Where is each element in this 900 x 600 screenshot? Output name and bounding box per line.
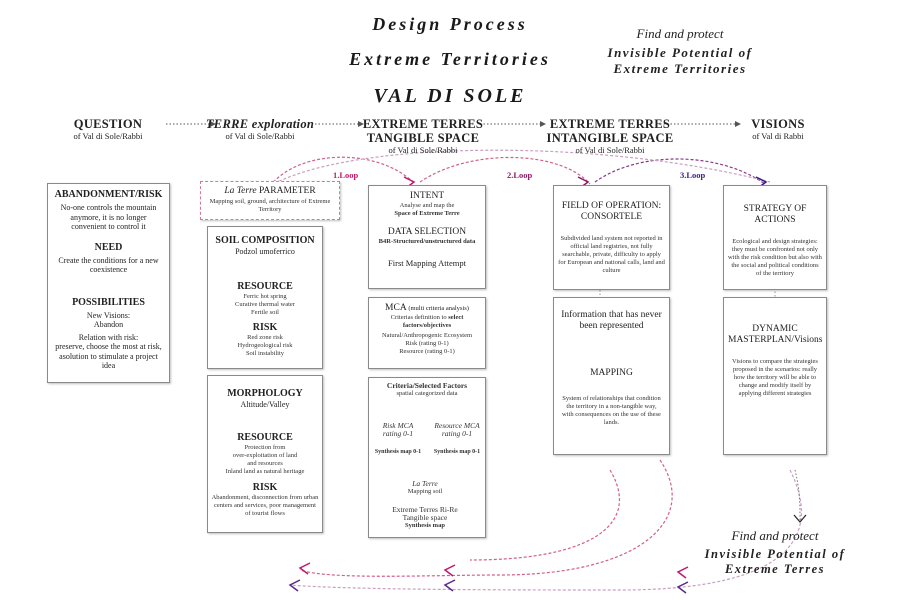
field-text: Subdivided land system not reported in official land registries, not fully searchable, private, difficulty to apply for European and national calls, land and culture xyxy=(558,235,665,274)
find-protect-bottom xyxy=(680,528,870,577)
terre-parameter-box xyxy=(200,181,340,220)
strategy-text: Ecological and design strategies: they must be confronted not only with the risk condition but also with the social and political conditions of the territory xyxy=(728,238,822,277)
find-top-line-3: Extreme Territories xyxy=(613,61,747,76)
possibilities-title: POSSIBILITIES xyxy=(72,296,145,308)
mapping-title: MAPPING xyxy=(590,368,633,378)
ext-line-1: Extreme Terres Ri-Re xyxy=(392,505,458,514)
mca-text-1b: select xyxy=(448,314,464,321)
col-title-2: TANGIBLE SPACE xyxy=(366,131,480,145)
resource-text-2: Curative thermal water xyxy=(235,300,295,308)
risk-title: RISK xyxy=(252,481,278,493)
morphology-box xyxy=(207,375,323,533)
resource-text-4: Inland land as natural heritage xyxy=(225,467,305,475)
soil-sub: Podzol umoferrico xyxy=(235,247,295,256)
morph-title: MORPHOLOGY xyxy=(227,388,303,399)
col-sub: of Val di Sole/Rabbi xyxy=(73,131,143,141)
intent-box xyxy=(368,185,486,289)
synthesis-map-1: Synthesis map 0-1 xyxy=(374,449,422,455)
data-selection-text: B4R-Structured/unstructured data xyxy=(378,238,476,245)
risk-rating: rating 0-1 xyxy=(382,429,414,438)
resource-mca: Resource MCA xyxy=(434,421,480,430)
col-sub: of Val di Sole/Rabbi xyxy=(388,145,458,155)
title-line-3: VAL DI SOLE xyxy=(373,85,527,107)
risk-text: Abandonment, disconnection from urban centers and services, poor management of tourist flows xyxy=(211,493,319,517)
mca-title-line xyxy=(372,303,482,314)
abandon-title: ABANDONMENT/RISK xyxy=(54,189,163,200)
ext-line-2: Tangible space xyxy=(402,513,448,522)
resource-mca-col xyxy=(429,422,485,456)
mca-text-1 xyxy=(372,314,482,322)
dyn-text: Visions to compare the strategies proposed in the scenarios: really how the territory will be able to change and modify itself by applying different strategies xyxy=(732,358,818,397)
possibilities-text-4: preserve, choose the most at risk, asolution to stimulate a project idea xyxy=(55,342,162,370)
loop-label-1: 1.Loop xyxy=(333,170,359,180)
soil-title: SOIL COMPOSITION xyxy=(215,235,315,246)
abandon-text: No-one controls the mountain anymore, it is no longer convenient to control it xyxy=(60,203,157,231)
col-header-tangible xyxy=(358,117,488,155)
col-header-intangible xyxy=(540,117,680,155)
mca-text-1a: Criterias definition to xyxy=(390,314,449,321)
param-title xyxy=(204,186,336,197)
param-title-rest: PARAMETER xyxy=(256,186,316,196)
possibilities-text-3: Relation with risk: xyxy=(78,332,139,342)
intent-text-2: Space of Extreme Terre xyxy=(394,210,460,217)
find-bottom-line-3: Extreme Terres xyxy=(724,562,826,576)
intent-text-1: Analyse and map the xyxy=(399,202,455,209)
possibilities-text-2: Abandon xyxy=(93,320,124,329)
resource-rating: rating 0-1 xyxy=(441,429,473,438)
mapping-box xyxy=(553,297,670,455)
risk-title: RISK xyxy=(252,321,278,333)
synthesis-map-2: Synthesis map 0-1 xyxy=(433,449,481,455)
info-text: Information that has never been represented xyxy=(561,310,662,331)
risk-text-1: Red zone risk xyxy=(247,333,283,341)
mca-text-3: Natural/Anthropogenic Ecosystem xyxy=(381,332,473,339)
strategy-title-2: ACTIONS xyxy=(754,215,796,225)
strategy-title-1: STRATEGY OF xyxy=(743,204,807,214)
first-mapping: First Mapping Attempt xyxy=(388,258,466,268)
risk-text-3: Soil instability xyxy=(245,349,285,357)
resource-text-3: Fertile soil xyxy=(251,308,279,316)
resource-text-3: and resources xyxy=(247,459,283,467)
strategy-box xyxy=(723,185,827,290)
field-title-1: FIELD OF OPERATION: xyxy=(561,201,662,211)
find-protect-top xyxy=(570,26,790,77)
need-text: Create the conditions for a new coexistence xyxy=(58,255,159,274)
col-title: VISIONS xyxy=(751,117,805,131)
loop-label-3: 3.Loop xyxy=(680,170,706,180)
col-title: EXTREME TERRES xyxy=(362,117,484,131)
risk-mca-col xyxy=(371,422,425,456)
mapping-text: System of relationships that condition the territory in a non-tangible way, with consequences on the use of these lands. xyxy=(562,395,661,426)
question-box xyxy=(47,183,170,383)
mca-box xyxy=(368,297,486,369)
field-title-2: CONSORTELE xyxy=(580,212,643,222)
mca-text-2: factors/objectives xyxy=(402,322,452,329)
find-bottom-line-1: Find and protect xyxy=(731,528,819,543)
col-sub: of Val di Rabbi xyxy=(752,131,804,141)
title-line-2: Extreme Territories xyxy=(349,49,551,69)
col-header-visions xyxy=(728,117,828,141)
possibilities-text-1: New Visions: xyxy=(86,310,131,320)
title-line-1: Design Process xyxy=(372,14,528,34)
intent-title: INTENT xyxy=(409,191,445,201)
mca-paren: (multi criteria analysis) xyxy=(406,305,469,312)
field-operation-box xyxy=(553,185,670,290)
resource-text-1: Ferric hot spring xyxy=(243,292,287,300)
morph-sub: Altitude/Valley xyxy=(240,400,290,409)
criteria-sub: spatial categorized data xyxy=(396,390,458,397)
dyn-title-2: MASTERPLAN/Visions xyxy=(728,335,823,345)
soil-composition-box xyxy=(207,226,323,369)
mapping-soil: Mapping soil xyxy=(407,488,443,495)
col-header-question xyxy=(48,117,168,141)
ext-line-3: Synthesis map xyxy=(405,522,445,529)
col-title: QUESTION xyxy=(73,117,143,131)
risk-mca: Risk MCA xyxy=(382,421,414,430)
need-title: NEED xyxy=(94,241,123,253)
mca-text-5: Resource (rating 0-1) xyxy=(399,348,455,355)
col-sub: of Val di Sole/Rabbi xyxy=(575,145,645,155)
resource-title: RESOURCE xyxy=(237,280,293,292)
find-top-line-1: Find and protect xyxy=(636,26,724,41)
dyn-title-1: DYNAMIC xyxy=(752,324,798,334)
mca-title: MCA xyxy=(385,303,407,313)
find-bottom-line-2: Invisible Potential of xyxy=(704,547,846,561)
col-header-terre xyxy=(200,117,320,141)
laterre-block xyxy=(369,480,481,530)
col-sub: of Val di Sole/Rabbi xyxy=(225,131,295,141)
data-selection-title: DATA SELECTION xyxy=(387,227,467,237)
resource-title: RESOURCE xyxy=(237,431,293,443)
laterre-title: La Terre xyxy=(412,479,438,488)
param-title-italic: La Terre xyxy=(224,186,257,196)
mca-text-4: Risk (rating 0-1) xyxy=(405,340,449,347)
loop-label-2: 2.Loop xyxy=(507,170,533,180)
find-top-line-2: Invisible Potential of xyxy=(607,45,753,60)
resource-text-2: over-exploitation of land xyxy=(232,451,298,459)
col-title: EXTREME TERRES xyxy=(549,117,671,131)
criteria-title: Criteria/Selected Factors xyxy=(386,381,468,390)
criteria-box xyxy=(368,377,486,538)
col-title-2: INTANGIBLE SPACE xyxy=(546,131,674,145)
resource-text-1: Protection from xyxy=(244,443,286,451)
risk-text-2: Hydrogeological risk xyxy=(237,341,293,349)
col-title: TERRE exploration xyxy=(205,117,315,131)
dynamic-masterplan-box xyxy=(723,297,827,455)
param-text: Mapping soil, ground, architecture of Extreme Territory xyxy=(209,198,331,213)
